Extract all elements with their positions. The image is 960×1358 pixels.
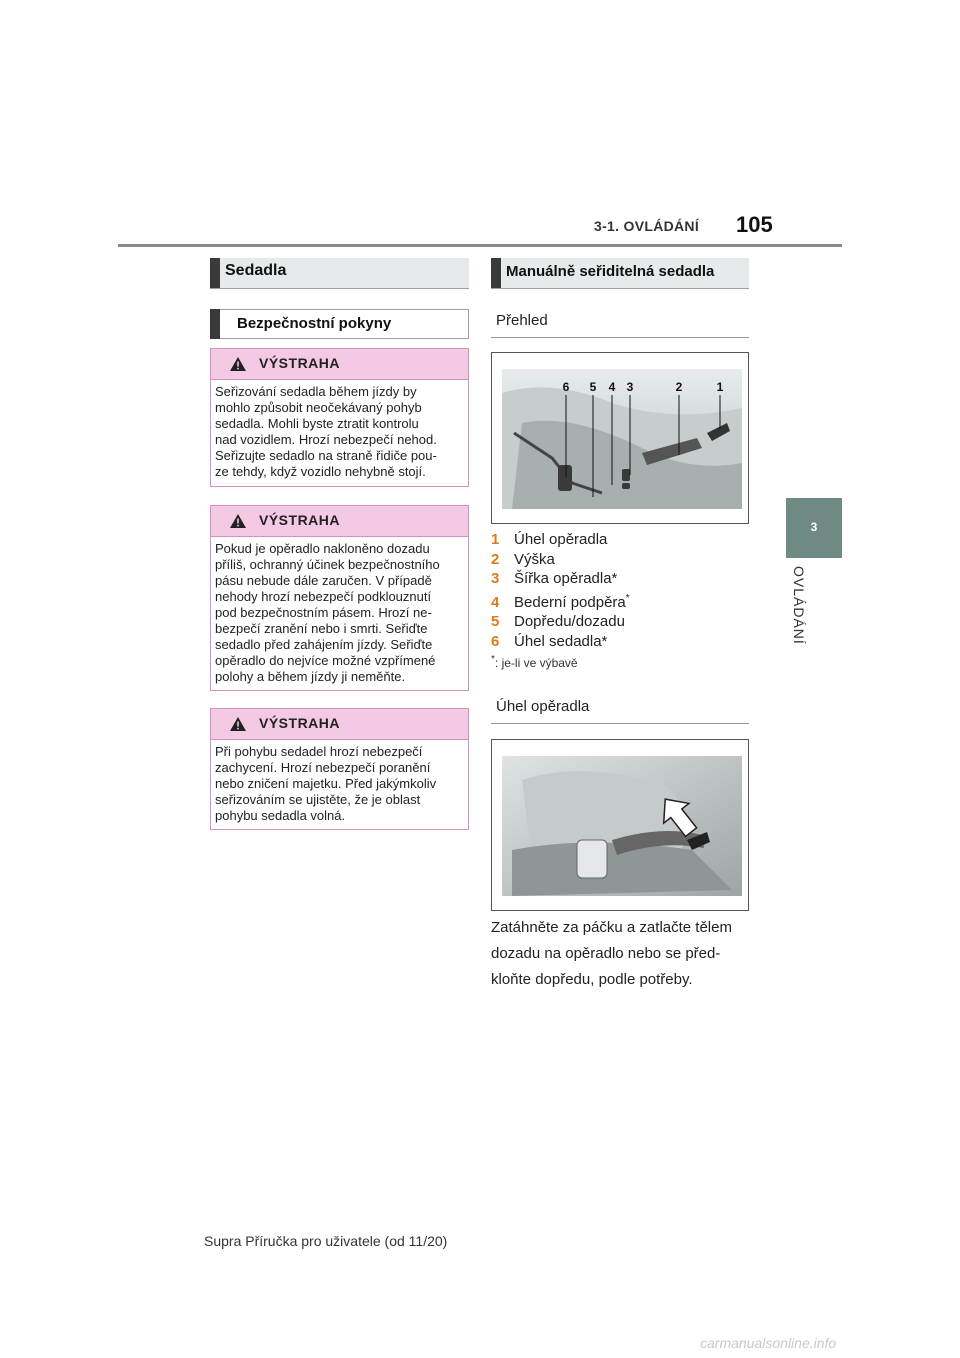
callout-2: 2 [675,380,683,394]
chapter-tab-label: OVLÁDÁNÍ [791,566,807,645]
overview-rule [491,337,749,338]
legend-text: Bederní podpěra [514,593,626,611]
watermark: carmanualsonline.info [700,1335,837,1351]
section-label: 3-1. OVLÁDÁNÍ [594,218,700,234]
legend-number: 6 [491,632,500,650]
legend-item [491,550,749,570]
warning-text [211,740,468,824]
footnote [491,654,749,670]
legend-text: Dopředu/dozadu [514,613,625,630]
callout-1: 1 [716,380,724,394]
footnote-text: : je-li ve výbavě [494,656,578,670]
warning-box-1 [210,348,469,487]
heading-sedadla-text: Sedadla [225,262,287,279]
warning-title: VÝSTRAHA [259,715,341,731]
header-divider [118,244,842,247]
warning-line: pohybu sedadla volná. [215,808,346,823]
legend-item [491,612,749,632]
warning-line: nehody hrozí nebezpečí podklouznutí [215,589,432,604]
warning-title: VÝSTRAHA [259,512,341,528]
warning-header [211,349,468,380]
warning-box-3 [210,708,469,830]
legend-footnote-mark: * [625,592,630,604]
legend-item [491,589,749,613]
subheading-safety-text: Bezpečnostní pokyny [237,315,392,332]
legend-text: Šířka opěradla* [514,570,618,587]
overview-title: Přehled [496,312,548,329]
heading-sedadla [210,258,469,289]
warning-title: VÝSTRAHA [259,355,341,371]
warning-icon [229,716,247,732]
warning-line: nebo zničení majetku. Před jakýmkoliv [215,776,437,791]
warning-header [211,709,468,740]
legend-number: 2 [491,550,500,568]
instruction-line: Zatáhněte za páčku a zatlačte tělem [491,919,732,936]
legend-item [491,530,749,550]
legend-item [491,569,749,589]
seat-controls-photo [491,352,749,524]
heading-bar [210,258,220,288]
warning-text [211,380,468,480]
seat-controls-illustration [492,353,749,524]
warning-line: seřizováním se ujistěte, že je oblast [215,792,421,807]
warning-line: ze tehdy, když vozidlo nehybně stojí. [215,464,426,479]
page-number: 105 [736,212,773,237]
backrest-title: Úhel opěradla [496,698,590,715]
instruction-line: kloňte dopředu, podle potřeby. [491,971,693,988]
legend-text: Výška [514,550,555,568]
legend-number: 4 [491,593,500,611]
subheading-safety [210,309,469,339]
instruction-line: dozadu na opěradlo nebo se před- [491,945,721,962]
warning-line: nad vozidlem. Hrozí nebezpečí nehod. [215,432,437,447]
warning-line: příliš, ochranný účinek bezpečnostního [215,557,440,572]
heading-manual-seats [491,258,749,289]
heading-bar [491,258,501,288]
warning-line: opěradlo do nejvíce možné vzpřímené [215,653,436,668]
heading-manual-seats-text: Manuálně seřiditelná sedadla [506,263,715,280]
warning-line: sedadlo před zahájením jízdy. Seřiďte [215,637,433,652]
legend-list [491,530,749,670]
warning-text [211,537,468,685]
warning-icon [229,513,247,529]
callout-4: 4 [608,380,616,394]
footnote-mark: * [491,654,495,665]
warning-line: mohlo způsobit neočekávaný pohyb [215,400,422,415]
warning-line: pod bezpečnostním pásem. Hrozí ne- [215,605,432,620]
warning-box-2 [210,505,469,691]
warning-header [211,506,468,537]
footer-title: Supra Příručka pro uživatele (od 11/20) [204,1233,448,1249]
warning-line: Pokud je opěradlo nakloněno dozadu [215,541,430,556]
legend-text: Úhel opěradla [514,531,608,548]
legend-text: Úhel sedadla* [514,632,608,650]
warning-line: Při pohybu sedadel hrozí nebezpečí [215,744,423,759]
warning-line: Seřizování sedadla během jízdy by [215,384,417,399]
backrest-rule [491,723,749,724]
warning-line: Seřizujte sedadlo na straně řidiče pou- [215,448,437,463]
warning-line: sedadla. Mohli byste ztratit kontrolu [215,416,419,431]
warning-line: polohy a během jízdy ji neměňte. [215,669,406,684]
warning-line: bezpečí zranění nebo i smrti. Seřiďte [215,621,428,636]
callout-6: 6 [562,380,570,394]
warning-icon [229,356,247,372]
callout-5: 5 [589,380,597,394]
warning-line: pásu nebude dále zaručen. V případě [215,573,432,588]
chapter-tab-number: 3 [810,520,818,534]
instruction-text [491,915,753,993]
callout-3: 3 [626,380,634,394]
legend-item [491,632,749,652]
warning-line: zachycení. Hrozí nebezpečí poranění [215,760,431,775]
legend-number: 5 [491,613,500,630]
backrest-lever-photo [491,739,749,911]
subheading-bar [210,309,220,339]
legend-number: 1 [491,531,500,548]
legend-number: 3 [491,570,500,587]
backrest-lever-illustration [492,740,749,911]
